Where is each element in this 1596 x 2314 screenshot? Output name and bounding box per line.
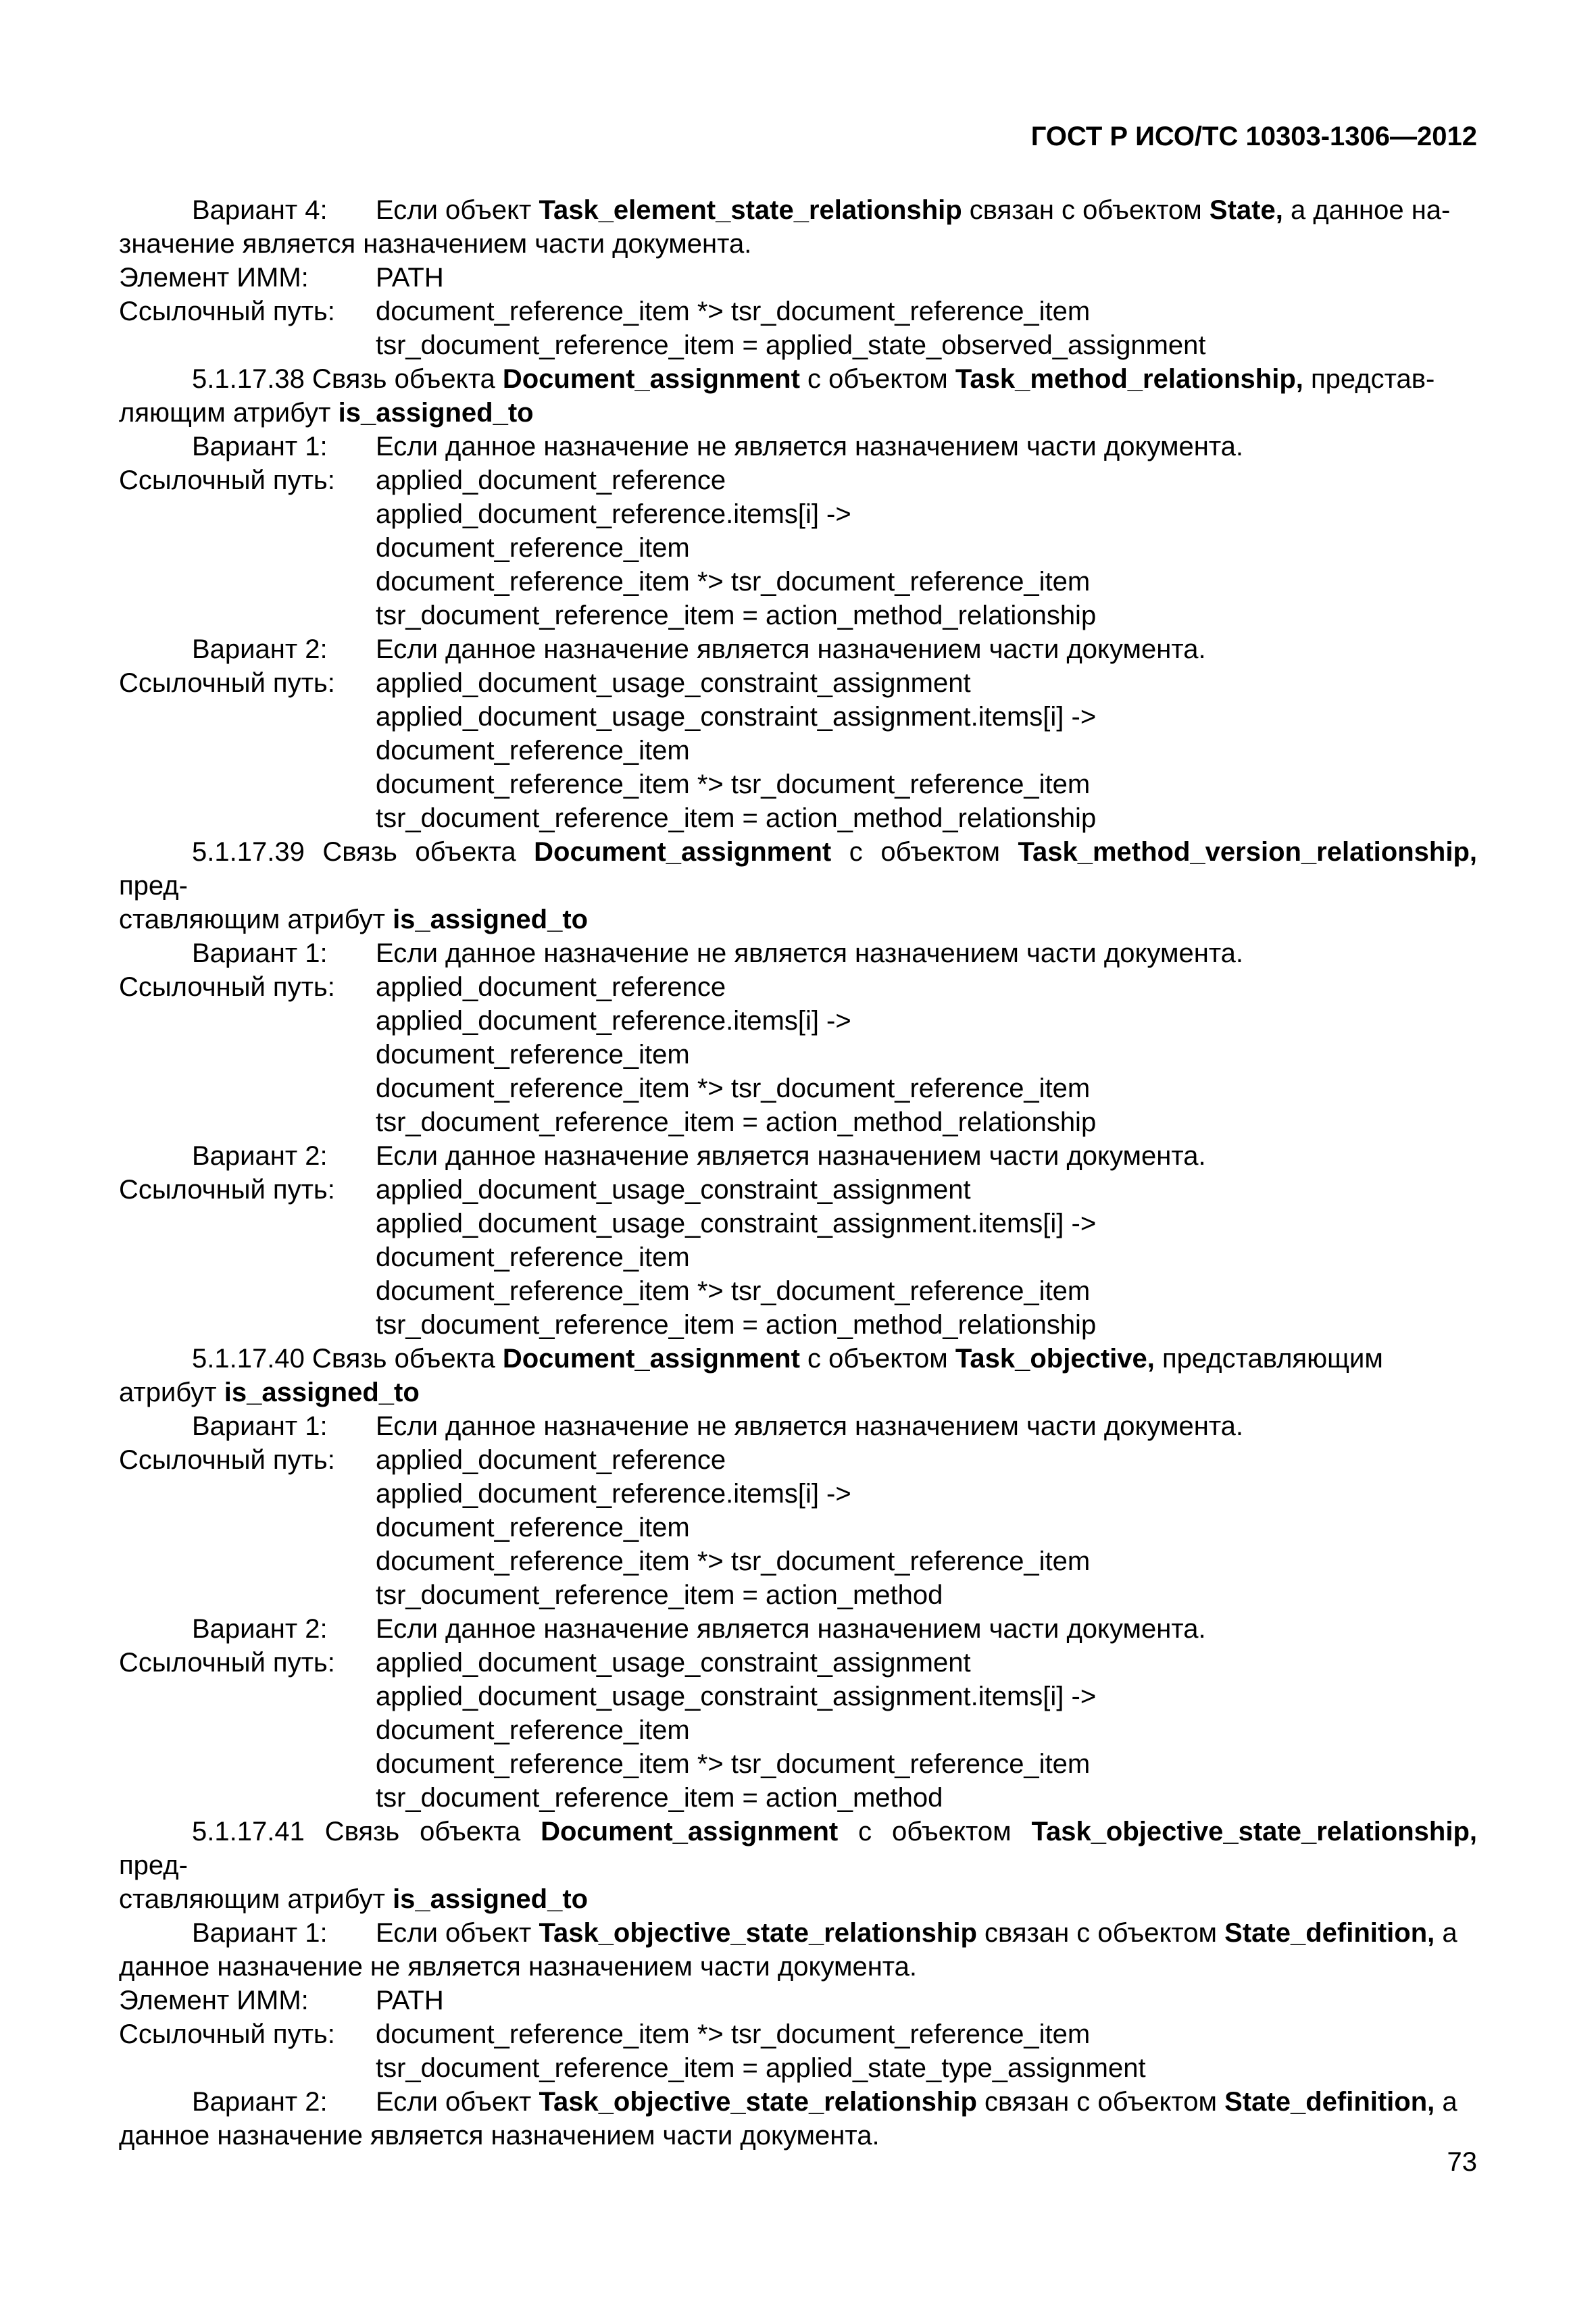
- path-line: applied_document_reference: [376, 1445, 726, 1475]
- path-label: Ссылочный путь:: [119, 668, 335, 698]
- path-line: document_reference_item *> tsr_document_reference_item: [376, 567, 1091, 597]
- path-line: document_reference_item *> tsr_document_reference_item: [376, 770, 1091, 799]
- variant-text: Если данное назначение является назначением части документа.: [376, 1141, 1206, 1171]
- path-line: tsr_document_reference_item = action_method: [376, 1580, 943, 1610]
- path-line: applied_document_usage_constraint_assignment.items[i] ->: [376, 702, 1097, 732]
- variant-label: Вариант 2:: [192, 1141, 328, 1171]
- page-number: 73: [1447, 2147, 1477, 2177]
- path-line: document_reference_item *> tsr_document_reference_item: [376, 1074, 1091, 1103]
- path-row: [119, 970, 1477, 1004]
- variant-text-continuation: данное назначение является назначением части документа.: [119, 2121, 880, 2150]
- path-line: document_reference_item: [376, 1513, 690, 1542]
- path-line: document_reference_item *> tsr_document_reference_item: [376, 2019, 1091, 2049]
- path-row: [119, 666, 1477, 700]
- path-line: applied_document_reference.items[i] ->: [376, 1006, 851, 1036]
- variant-text: Если объект Task_objective_state_relationship связан с объектом State_definition, а: [376, 2087, 1457, 2117]
- path-label: Ссылочный путь:: [119, 2019, 335, 2049]
- path-row: [119, 295, 1477, 328]
- variant-row: [119, 2085, 1477, 2119]
- path-row: [119, 1173, 1477, 1207]
- element-row: [119, 261, 1477, 295]
- variant-text: Если данное назначение не является назначением части документа.: [376, 1411, 1244, 1441]
- path-label: Ссылочный путь:: [119, 1175, 335, 1205]
- variant-row: [119, 1916, 1477, 1950]
- path-line: applied_document_usage_constraint_assignment.items[i] ->: [376, 1209, 1097, 1238]
- path-row: [119, 463, 1477, 497]
- path-row: [119, 2017, 1477, 2051]
- path-row: [119, 1443, 1477, 1477]
- variant-label: Вариант 1:: [192, 938, 328, 968]
- path-line: tsr_document_reference_item = action_method_relationship: [376, 803, 1097, 833]
- section-heading-5-1-17-41: 5.1.17.41 Связь объекта Document_assignment с объектом Task_objective_state_relationship, пред-: [119, 1817, 1478, 1880]
- section-heading-continuation: атрибут is_assigned_to: [119, 1378, 420, 1407]
- variant-text: Если данное назначение является назначением части документа.: [376, 1614, 1206, 1644]
- path-line: document_reference_item *> tsr_document_reference_item: [376, 1546, 1091, 1576]
- variant-row: [119, 1139, 1477, 1173]
- path-line: applied_document_usage_constraint_assignment.items[i] ->: [376, 1682, 1097, 1711]
- path-line: applied_document_reference.items[i] ->: [376, 1479, 851, 1509]
- variant-label: Вариант 2:: [192, 634, 328, 664]
- variant-label: Вариант 2:: [192, 1614, 328, 1644]
- variant-label: Вариант 1:: [192, 432, 328, 461]
- variant-row: [119, 1409, 1477, 1443]
- path-line: document_reference_item: [376, 1715, 690, 1745]
- path-line: tsr_document_reference_item = action_method_relationship: [376, 601, 1097, 630]
- path-line: tsr_document_reference_item = action_method_relationship: [376, 1310, 1097, 1340]
- path-line: applied_document_usage_constraint_assignment: [376, 1175, 971, 1205]
- path-line: applied_document_usage_constraint_assignment: [376, 1648, 971, 1678]
- path-label: Ссылочный путь:: [119, 297, 335, 326]
- path-line: document_reference_item *> tsr_document_reference_item: [376, 1749, 1091, 1779]
- element-label: Элемент ИММ:: [119, 263, 309, 293]
- path-line: document_reference_item *> tsr_document_reference_item: [376, 1276, 1091, 1306]
- section-heading-continuation: ляющим атрибут is_assigned_to: [119, 398, 534, 428]
- path-line: applied_document_usage_constraint_assignment: [376, 668, 971, 698]
- element-row: [119, 1984, 1477, 2017]
- variant-text-continuation: данное назначение не является назначением части документа.: [119, 1952, 918, 1982]
- section-heading-5-1-17-40: 5.1.17.40 Связь объекта Document_assignment с объектом Task_objective, представляющим: [192, 1344, 1383, 1374]
- variant-label: Вариант 4:: [192, 195, 328, 225]
- section-heading-5-1-17-38: 5.1.17.38 Связь объекта Document_assignment с объектом Task_method_relationship, представ-: [192, 364, 1435, 394]
- variant-label: Вариант 2:: [192, 2087, 328, 2117]
- variant-row: [119, 632, 1477, 666]
- path-line: tsr_document_reference_item = action_method: [376, 1783, 943, 1813]
- element-label: Элемент ИММ:: [119, 1986, 309, 2015]
- path-line: document_reference_item: [376, 1242, 690, 1272]
- variant-row: [119, 1612, 1477, 1646]
- document-page: [119, 120, 1477, 2153]
- path-row: [119, 1646, 1477, 1680]
- variant-label: Вариант 1:: [192, 1411, 328, 1441]
- path-line: document_reference_item: [376, 533, 690, 563]
- section-heading-continuation: ставляющим атрибут is_assigned_to: [119, 1884, 589, 1914]
- path-line: document_reference_item *> tsr_document_reference_item: [376, 297, 1091, 326]
- path-line: tsr_document_reference_item = applied_state_type_assignment: [376, 2053, 1146, 2083]
- path-label: Ссылочный путь:: [119, 1648, 335, 1678]
- variant-text: Если данное назначение является назначением части документа.: [376, 634, 1206, 664]
- variant-label: Вариант 1:: [192, 1918, 328, 1948]
- variant-text: Если данное назначение не является назначением части документа.: [376, 938, 1244, 968]
- path-line: applied_document_reference: [376, 972, 726, 1002]
- element-value: PATH: [376, 263, 444, 293]
- variant-row: [119, 193, 1477, 227]
- path-line: applied_document_reference: [376, 466, 726, 495]
- path-line: tsr_document_reference_item = action_method_relationship: [376, 1107, 1097, 1137]
- document-header: ГОСТ Р ИСО/ТС 10303-1306—2012: [1030, 122, 1477, 151]
- path-line: tsr_document_reference_item = applied_state_observed_assignment: [376, 330, 1206, 360]
- section-heading-5-1-17-39: 5.1.17.39 Связь объекта Document_assignment с объектом Task_method_version_relationship, пред-: [119, 837, 1477, 901]
- variant-row: [119, 430, 1477, 463]
- path-label: Ссылочный путь:: [119, 1445, 335, 1475]
- element-value: PATH: [376, 1986, 444, 2015]
- path-line: document_reference_item: [376, 1040, 690, 1070]
- variant-row: [119, 936, 1477, 970]
- variant-text: Если объект Task_objective_state_relationship связан с объектом State_definition, а: [376, 1918, 1457, 1948]
- variant-text: Если данное назначение не является назначением части документа.: [376, 432, 1244, 461]
- section-heading-continuation: ставляющим атрибут is_assigned_to: [119, 905, 589, 934]
- path-line: document_reference_item: [376, 736, 690, 765]
- path-label: Ссылочный путь:: [119, 466, 335, 495]
- path-line: applied_document_reference.items[i] ->: [376, 499, 851, 529]
- path-label: Ссылочный путь:: [119, 972, 335, 1002]
- variant-text: Если объект Task_element_state_relationship связан с объектом State, а данное на-: [376, 195, 1451, 225]
- variant-text-continuation: значение является назначением части документа.: [119, 229, 752, 259]
